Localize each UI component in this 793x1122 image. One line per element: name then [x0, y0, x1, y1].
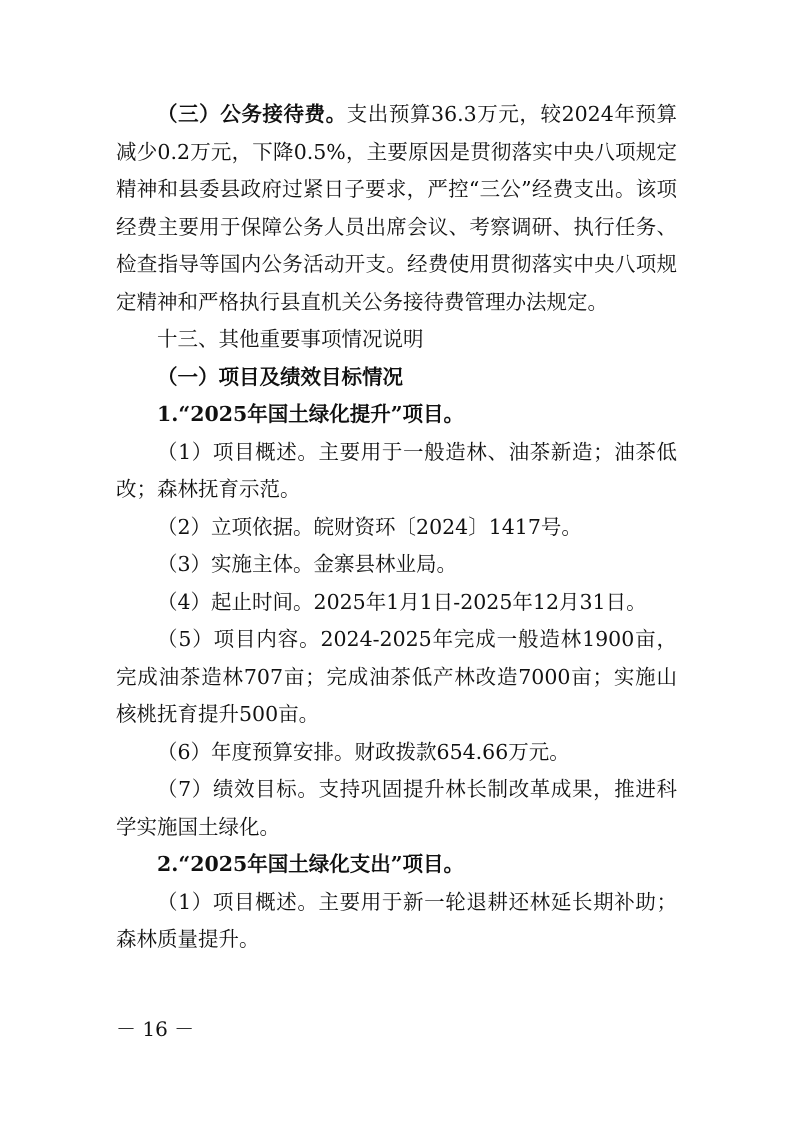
section-body-reception: 支出预算36.3万元，较2024年预算减少0.2万元，下降0.5%，主要原因是贯彻落实中央八项规定精神和县委县政府过紧日子要求，严控“三公”经费支出。该项经费主要用于保障公务人员出席会议、考察调研、执行任务、检查指导等国内公务活动开支。经费使用贯彻落实中央八项规定精神和严格执行县直机关公务接待费管理办法规定。 — [116, 102, 677, 314]
paragraph-official-reception — [116, 96, 677, 321]
heading-other-important-matters: 十三、其他重要事项情况说明 — [157, 327, 424, 351]
project-1-item-basis: （2）立项依据。皖财资环〔2024〕1417号。 — [157, 514, 582, 539]
project-1-item-entity: （3）实施主体。金寨县林业局。 — [157, 552, 458, 576]
project-1-item-budget: （6）年度预算安排。财政拨款654.66万元。 — [157, 739, 570, 764]
project-1-item-goal: （7）绩效目标。支持巩固提升林长制改革成果，推进科学实施国土绿化。 — [116, 777, 677, 839]
heading-project-performance: （一）项目及绩效目标情况 — [157, 364, 403, 389]
project-1-item-content: （5）项目内容。2024-2025年完成一般造林1900亩，完成油茶造林707亩；完成油茶低产林改造7000亩；实施山核桃抚育提升500亩。 — [116, 627, 677, 726]
project-1-item-period: （4）起止时间。2025年1月1日-2025年12月31日。 — [157, 589, 647, 614]
project-1-item-overview: （1）项目概述。主要用于一般造林、油茶新造；油茶低改；森林抚育示范。 — [116, 439, 677, 501]
heading-project-1: 1.“2025年国土绿化提升”项目。 — [157, 402, 465, 426]
project-2-item-overview: （1）项目概述。主要用于新一轮退耕还林延长期补助；森林质量提升。 — [116, 889, 677, 951]
section-label-reception: （三）公务接待费。 — [157, 102, 347, 126]
heading-project-2: 2.“2025年国土绿化支出”项目。 — [157, 852, 465, 876]
page-content — [116, 96, 677, 959]
page-number: － 16 － — [116, 1017, 195, 1041]
